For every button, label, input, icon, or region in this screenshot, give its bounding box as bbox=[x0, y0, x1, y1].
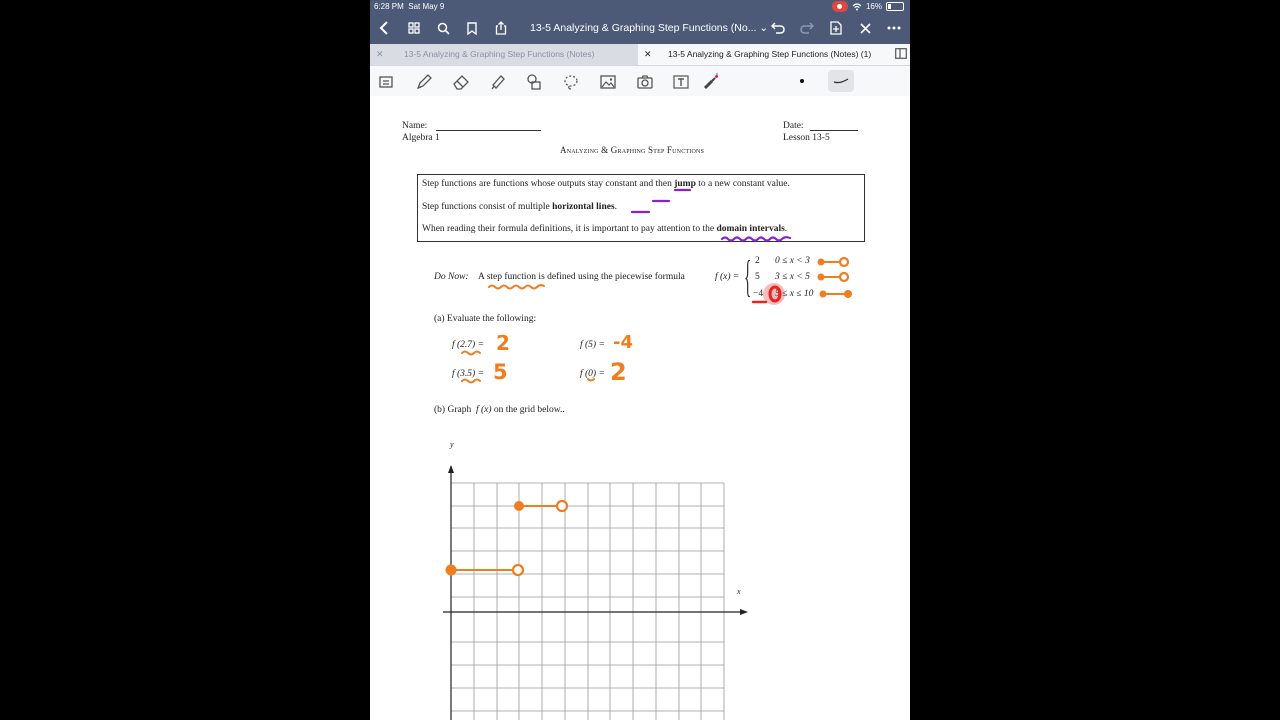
name-label: Name: bbox=[402, 121, 428, 131]
tab-notes-1[interactable] bbox=[638, 44, 910, 65]
title-chevron-icon: ⌄ bbox=[759, 22, 769, 34]
wifi-icon bbox=[852, 3, 862, 11]
orange-ink bbox=[451, 262, 845, 570]
box-line-3: When reading their formula definitions, it is important to pay attention to the domain intervals. bbox=[422, 224, 788, 234]
redo-icon[interactable] bbox=[799, 20, 815, 36]
active-pen-swatch[interactable] bbox=[828, 70, 854, 92]
status-time: 6:28 PM bbox=[374, 2, 404, 11]
piece-value-2: 5 bbox=[755, 272, 760, 282]
share-icon[interactable] bbox=[493, 20, 509, 36]
image-icon[interactable] bbox=[599, 73, 617, 91]
piece-domain-3: 5 ≤ x ≤ 10 bbox=[775, 289, 814, 299]
stroke-preview-icon bbox=[828, 70, 854, 92]
eval-expr-3: f (3.5) = bbox=[452, 369, 485, 379]
graph-grid bbox=[451, 483, 724, 720]
piece-value-1: 2 bbox=[755, 256, 760, 266]
tab-bar bbox=[370, 44, 910, 66]
piece-domain-1: 0 ≤ x < 3 bbox=[775, 256, 810, 266]
piece-domain-2: 3 ≤ x < 5 bbox=[775, 272, 810, 282]
pen-size-dot-icon[interactable] bbox=[800, 79, 804, 83]
nav-bar bbox=[370, 14, 910, 44]
eval-expr-4: f (0) = bbox=[580, 369, 605, 379]
eval-answer-4: 2 bbox=[610, 358, 627, 386]
piecewise-fx: f (x) = bbox=[715, 272, 740, 282]
grid-icon[interactable] bbox=[406, 20, 422, 36]
eval-answer-3: 5 bbox=[493, 360, 508, 384]
close-icon[interactable] bbox=[857, 20, 873, 36]
document-page[interactable] bbox=[370, 96, 910, 720]
status-date: Sat May 9 bbox=[408, 2, 445, 11]
annotation-toolbar bbox=[370, 66, 910, 97]
lesson-label: Lesson 13-5 bbox=[783, 133, 830, 143]
piece-value-3: −4 bbox=[753, 289, 764, 299]
box-line-1: Step functions are functions whose outputs stay constant and then jump to a new constant value. bbox=[422, 179, 790, 189]
eval-expr-1: f (2.7) = bbox=[452, 340, 485, 350]
bookmark-icon[interactable] bbox=[464, 20, 480, 36]
eraser-icon[interactable] bbox=[452, 73, 470, 91]
battery-icon bbox=[886, 2, 904, 11]
open-endpoints bbox=[513, 258, 848, 575]
undo-icon[interactable] bbox=[770, 20, 786, 36]
pen-icon[interactable] bbox=[415, 73, 433, 91]
tab-close-icon[interactable]: ✕ bbox=[376, 49, 384, 59]
course-label: Algebra 1 bbox=[402, 133, 440, 143]
ipad-screen bbox=[370, 0, 910, 720]
battery-percent: 16% bbox=[865, 2, 882, 11]
piecewise-brace: { bbox=[744, 252, 752, 301]
red-ink bbox=[753, 283, 785, 305]
shapes-icon[interactable] bbox=[525, 73, 543, 91]
tab-notes[interactable] bbox=[370, 44, 638, 65]
sidebar-toggle-icon[interactable] bbox=[895, 48, 907, 59]
purple-ink bbox=[632, 190, 790, 241]
do-now-label: Do Now: bbox=[434, 272, 469, 282]
annotation-layer bbox=[370, 96, 910, 720]
tab-close-icon[interactable]: ✕ bbox=[644, 49, 652, 59]
camera-icon[interactable] bbox=[636, 73, 654, 91]
back-icon[interactable] bbox=[376, 20, 392, 36]
add-page-icon[interactable] bbox=[828, 20, 844, 36]
worksheet-title: Analyzing & Graphing Step Functions bbox=[560, 145, 705, 155]
more-icon[interactable] bbox=[886, 20, 902, 36]
do-now-text: A step function is defined using the piecewise formula bbox=[478, 272, 685, 282]
tab-label: 13-5 Analyzing & Graphing Step Functions (Notes) bbox=[404, 49, 595, 59]
box-line-2: Step functions consist of multiple horizontal lines. bbox=[422, 202, 618, 212]
x-axis-arrow-icon bbox=[740, 609, 748, 615]
read-mode-icon[interactable] bbox=[378, 73, 396, 91]
text-tool-icon[interactable] bbox=[672, 73, 690, 91]
eval-answer-2: -4 bbox=[613, 332, 633, 353]
y-axis-arrow-icon bbox=[448, 465, 454, 473]
eval-expr-2: f (5) = bbox=[580, 340, 605, 350]
lasso-icon[interactable] bbox=[562, 73, 580, 91]
part-a-label: (a) Evaluate the following: bbox=[434, 314, 537, 324]
eval-answer-1: 2 bbox=[496, 331, 510, 355]
tab-label: 13-5 Analyzing & Graphing Step Functions (Notes) (1) bbox=[668, 49, 872, 59]
part-b-label: (b) Graph f (x) on the grid below.. bbox=[434, 405, 565, 415]
screen-recording-icon[interactable] bbox=[832, 1, 848, 12]
date-label: Date: bbox=[783, 121, 804, 131]
laser-pointer-icon[interactable] bbox=[702, 73, 720, 91]
y-axis-label: y bbox=[450, 440, 454, 449]
document-title[interactable]: 13-5 Analyzing & Graphing Step Functions (No... ⌄ bbox=[530, 22, 769, 34]
x-axis-label: x bbox=[737, 587, 741, 596]
status-bar bbox=[370, 0, 910, 14]
search-icon[interactable] bbox=[435, 20, 451, 36]
highlighter-icon[interactable] bbox=[489, 73, 507, 91]
